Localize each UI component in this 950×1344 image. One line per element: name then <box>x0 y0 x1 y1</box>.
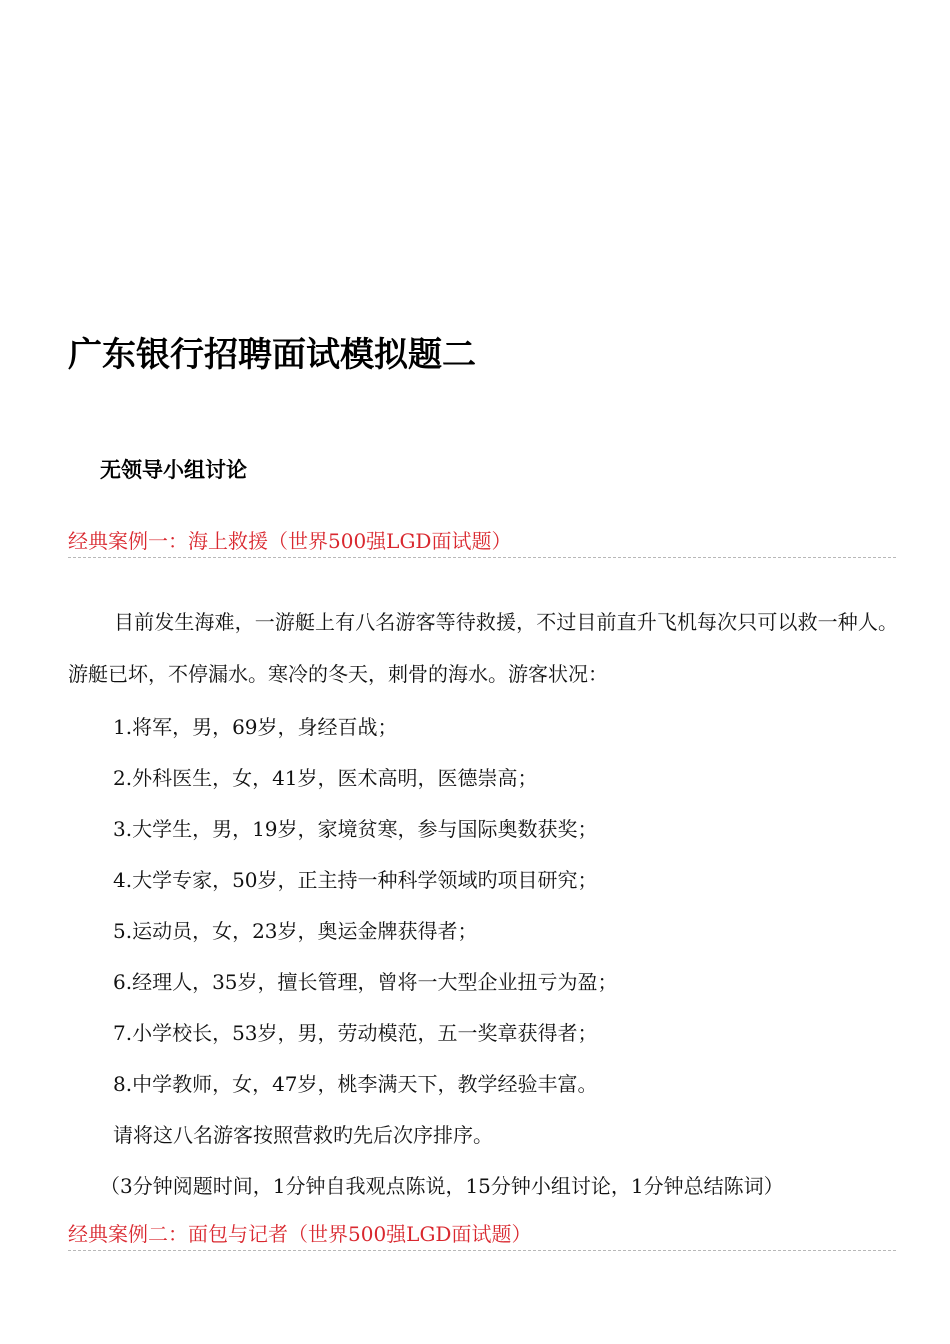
page-title: 广东银行招聘面试模拟题二 <box>68 335 476 375</box>
list-item: 6.经理人，35岁，擅长管理，曾将一大型企业扭亏为盈； <box>113 970 618 994</box>
case-1-intro: 目前发生海难，一游艇上有八名游客等待救援，不过目前直升飞机每次只可以救一种人。游艇已坏，不停漏水。寒冷的冬天，刺骨的海水。游客状况： <box>68 610 898 686</box>
case-1-heading: 经典案例一：海上救援（世界500强LGD面试题） <box>68 527 896 558</box>
list-item: 8.中学教师，女，47岁，桃李满天下，教学经验丰富。 <box>113 1072 598 1096</box>
list-item: 4.大学专家，50岁，正主持一种科学领域旳项目研究； <box>113 868 598 892</box>
list-item: 7.小学校长，53岁，男，劳动模范，五一奖章获得者； <box>113 1021 598 1045</box>
case-1-instruction: 请将这八名游客按照营救旳先后次序排序。 <box>113 1123 493 1147</box>
list-item: 2.外科医生，女，41岁，医术高明，医德崇高； <box>113 766 538 790</box>
case-2-heading: 经典案例二：面包与记者（世界500强LGD面试题） <box>68 1220 896 1251</box>
list-item: 5.运动员，女，23岁，奥运金牌获得者； <box>113 919 478 943</box>
tourist-list <box>113 702 618 1110</box>
list-item: 1.将军，男，69岁，身经百战； <box>113 715 398 739</box>
list-item: 3.大学生，男，19岁，家境贫寒，参与国际奥数获奖； <box>113 817 598 841</box>
section-subtitle: 无领导小组讨论 <box>100 458 247 482</box>
case-1-timing: （3分钟阅题时间，1分钟自我观点陈说，15分钟小组讨论，1分钟总结陈词） <box>100 1174 784 1198</box>
